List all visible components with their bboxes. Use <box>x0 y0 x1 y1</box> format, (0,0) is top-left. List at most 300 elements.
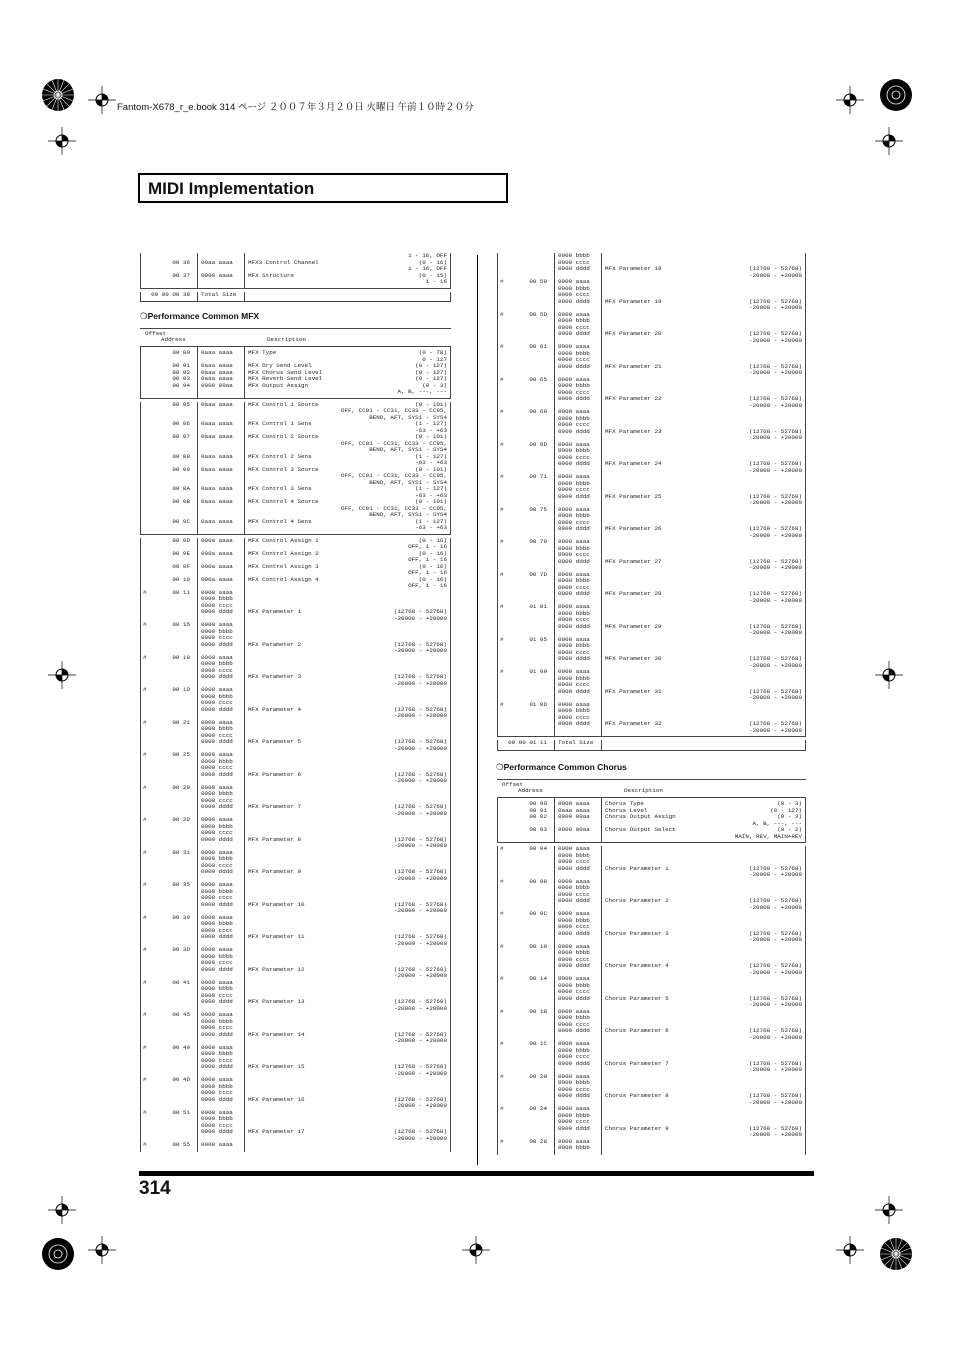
row-mark: # <box>500 942 504 950</box>
data-bits: 0000 aaaa <box>201 816 233 823</box>
data-bits: 0000 dddd <box>558 265 590 272</box>
value-range: (0 - 15) <box>418 271 447 279</box>
crosshair-mark-icon <box>48 661 76 689</box>
data-bits: 0000 cccc <box>558 955 590 963</box>
data-bits: 0000 aaaa <box>558 1105 590 1112</box>
data-bits: 000a aaaa <box>201 536 233 544</box>
parameter-description: MFX Dry Send Level <box>248 362 312 369</box>
crosshair-mark-icon <box>48 127 76 155</box>
data-bits: 0000 dddd <box>558 427 590 435</box>
data-bits: 0000 bbbb <box>201 725 233 732</box>
data-bits: 000a aaaa <box>201 549 233 557</box>
data-bits: 0000 aaaa <box>558 800 590 807</box>
table-row <box>497 834 806 841</box>
data-bits: 0aaa aaaa <box>201 349 233 356</box>
parameter-description: Chorus Output Assign <box>605 813 676 820</box>
row-mark: # <box>500 440 504 448</box>
parameter-description: MFX Control Assign 4 <box>248 575 319 583</box>
table-row <box>140 279 451 286</box>
data-bits: 0000 bbbb <box>558 949 590 956</box>
data-bits: 0aaa aaaa <box>201 362 233 369</box>
crosshair-mark-icon <box>875 661 903 689</box>
value-range: -20000 - +20000 <box>748 871 802 878</box>
value-range: -20000 - +20000 <box>393 614 447 622</box>
data-bits: 0000 aaaa <box>558 668 590 675</box>
value-range: -20000 - +20000 <box>748 564 802 571</box>
row-mark: # <box>500 1105 504 1112</box>
registration-mark-icon <box>879 1237 913 1271</box>
value-range: -20000 - +20000 <box>748 726 802 734</box>
data-bits: 0000 cccc <box>201 1121 233 1129</box>
offset-address: 00 45 <box>172 1011 190 1018</box>
data-bits: 0000 dddd <box>201 835 233 843</box>
data-bits: 0000 bbbb <box>558 851 590 859</box>
data-bits: 0000 dddd <box>558 590 590 597</box>
data-bits: 0000 bbbb <box>558 317 590 324</box>
data-bits: 0000 bbbb <box>558 674 590 682</box>
value-range: OFF, 1 - 16 <box>408 569 447 576</box>
data-bits: 0000 bbbb <box>558 479 590 487</box>
parameter-description: Chorus Parameter 9 <box>605 1124 669 1132</box>
row-mark: # <box>143 848 147 856</box>
data-bits: 0000 cccc <box>201 731 233 739</box>
data-bits: 0000 cccc <box>558 323 590 331</box>
offset-address: 00 0E <box>172 549 190 557</box>
offset-address: 00 61 <box>529 343 547 350</box>
data-bits: 0000 cccc <box>201 1089 233 1096</box>
table-header <box>140 328 451 347</box>
value-range: (12768 - 52768) <box>393 835 447 843</box>
data-bits: 0000 bbbb <box>558 1079 590 1086</box>
offset-address: 01 05 <box>529 635 547 643</box>
data-bits: 0000 aaaa <box>201 1076 233 1083</box>
offset-address: 00 10 <box>529 942 547 950</box>
row-mark: # <box>143 881 147 888</box>
offset-address: 00 00 01 11 <box>508 739 547 746</box>
row-mark: # <box>500 1040 504 1047</box>
value-range: BEND, AFT, SYS1 - SYS4 <box>369 446 447 453</box>
parameter-description: Chorus Parameter 1 <box>605 864 669 872</box>
data-bits: 0000 dddd <box>558 864 590 872</box>
data-bits: 0000 aaaa <box>558 942 590 950</box>
data-bits: 0000 bbbb <box>558 609 590 617</box>
parameter-description: MFX Parameter 16 <box>248 1095 305 1103</box>
crosshair-mark-icon <box>875 1196 903 1224</box>
value-range: (12768 - 52768) <box>393 608 447 615</box>
offset-address: 00 6D <box>529 440 547 448</box>
offset-address: 00 4D <box>172 1076 190 1083</box>
parameter-description: MFX Parameter 27 <box>605 557 662 565</box>
value-range: -20000 - +20000 <box>748 499 802 506</box>
value-range: -20000 - +20000 <box>748 434 802 441</box>
parameter-description: MFX Parameter 3 <box>248 673 302 680</box>
value-range: BEND, AFT, SYS1 - SYS4 <box>369 511 447 518</box>
table-row <box>140 1142 451 1149</box>
row-mark: # <box>500 668 504 675</box>
value-range: OFF, CC01 - CC31, CC33 - CC95, <box>340 472 447 479</box>
row-mark: # <box>500 570 504 578</box>
offset-address: 00 08 <box>529 877 547 885</box>
value-range: OFF, 1 - 16 <box>408 543 447 550</box>
value-range: -20000 - +20000 <box>393 842 447 849</box>
value-range: (12768 - 52768) <box>393 900 447 908</box>
data-bits: 0000 dddd <box>558 460 590 467</box>
offset-address: 00 28 <box>529 1137 547 1145</box>
data-bits: 0000 cccc <box>558 890 590 898</box>
offset-address: 00 1D <box>172 686 190 693</box>
offset-address: 00 29 <box>172 783 190 791</box>
data-bits: 0000 bbbb <box>201 595 233 602</box>
data-bits: 0000 dddd <box>201 900 233 908</box>
row-mark: # <box>143 718 147 726</box>
data-bits: 0aaa aaaa <box>558 806 590 814</box>
parameter-description: MFX Parameter 5 <box>248 738 302 745</box>
offset-address: 00 55 <box>172 1141 190 1148</box>
parameter-description: MFX Output Assign <box>248 381 309 389</box>
data-bits: 0000 cccc <box>201 1024 233 1031</box>
data-bits: 0000 bbbb <box>558 414 590 422</box>
data-bits: 0000 dddd <box>201 965 233 973</box>
parameter-description: MFX Control 2 Sens <box>248 452 312 460</box>
value-range: A, B, ---, --- <box>397 388 447 395</box>
row-mark: # <box>500 975 504 982</box>
value-range: (0 - 3) <box>777 813 802 820</box>
value-range: -20000 - +20000 <box>393 1102 447 1109</box>
parameter-description: MFX Parameter 4 <box>248 705 302 713</box>
value-range: -20000 - +20000 <box>393 874 447 882</box>
parameter-description: MFX Control 3 Source <box>248 465 319 473</box>
data-bits: 0000 aaaa <box>558 1072 590 1080</box>
row-mark: # <box>143 978 147 986</box>
page-number: 314 <box>139 1178 171 1199</box>
registration-mark-icon <box>41 1237 75 1271</box>
value-range: -20000 - +20000 <box>748 1098 802 1106</box>
value-range: (12768 - 52768) <box>393 965 447 973</box>
value-range: -20000 - +20000 <box>393 1134 447 1142</box>
parameter-description: MFX Parameter 23 <box>605 427 662 435</box>
data-bits: 0aaa aaaa <box>201 465 233 473</box>
data-bits: 0000 dddd <box>558 330 590 337</box>
data-bits: 0000 bbbb <box>558 544 590 552</box>
parameter-description: MFX3 Control Channel <box>248 258 319 266</box>
row-mark: # <box>500 375 504 383</box>
data-bits: 0000 dddd <box>558 655 590 662</box>
row-mark: # <box>500 278 504 285</box>
data-bits: 0000 bbbb <box>558 447 590 454</box>
data-bits: 0000 aaaa <box>201 881 233 888</box>
data-bits: 0000 bbbb <box>201 1017 233 1025</box>
parameter-description: MFX Parameter 32 <box>605 720 662 727</box>
data-bits: 0000 aaaa <box>558 538 590 545</box>
parameter-description: MFX Reverb Send Level <box>248 375 323 382</box>
value-range: (0 - 127) <box>770 806 802 814</box>
value-range: -20000 - +20000 <box>748 304 802 311</box>
data-bits: 0000 dddd <box>558 622 590 630</box>
data-bits: 0000 dddd <box>558 929 590 937</box>
value-range: (12768 - 52768) <box>393 933 447 940</box>
value-range: (12768 - 52768) <box>393 640 447 648</box>
value-range: -20000 - +20000 <box>393 809 447 817</box>
data-bits: 0000 cccc <box>558 518 590 526</box>
data-bits: 0000 cccc <box>201 634 233 641</box>
parameter-description: MFX Parameter 19 <box>605 297 662 305</box>
parameter-description: Chorus Parameter 7 <box>605 1059 669 1067</box>
value-range: -20000 - +20000 <box>748 596 802 604</box>
data-bits: 0000 bbbb <box>558 707 590 714</box>
offset-address: 00 02 <box>529 813 547 820</box>
data-bits: 0000 bbbb <box>558 981 590 989</box>
value-range: (0 - 16) <box>418 549 447 557</box>
value-range: (12768 - 52768) <box>393 673 447 680</box>
offset-address: 00 0C <box>529 910 547 917</box>
value-range: (1 - 127) <box>415 517 447 525</box>
value-range: -63 - +63 <box>415 491 447 499</box>
data-bits: 0000 bbbb <box>201 952 233 960</box>
row-mark: # <box>143 783 147 791</box>
offset-address: 00 06 <box>172 420 190 427</box>
data-bits: 0000 00aa <box>558 826 590 833</box>
crosshair-mark-icon <box>48 1196 76 1224</box>
offset-address: 00 00 <box>172 349 190 356</box>
file-info-header: Fantom-X678_r_e.book 314 ページ ２００７年３月２０日 火曜日 午前１０時２０分 <box>117 102 474 113</box>
value-range: (0 - 78) <box>418 349 447 356</box>
parameter-description: MFX Control Assign 3 <box>248 562 319 570</box>
value-range: OFF, CC01 - CC31, CC33 - CC95, <box>340 439 447 447</box>
value-range: (12768 - 52768) <box>393 705 447 713</box>
data-bits: 0000 dddd <box>558 1059 590 1067</box>
section-title: Performance Common Chorus <box>503 762 627 772</box>
row-mark: # <box>143 686 147 693</box>
data-bits: 0000 cccc <box>201 699 233 706</box>
data-bits: 0000 aaaa <box>201 1043 233 1051</box>
offset-address: 00 09 <box>172 465 190 473</box>
section-title: Performance Common MFX <box>147 311 260 321</box>
data-bits: 0000 dddd <box>558 897 590 904</box>
parameter-description: MFX Parameter 12 <box>248 965 305 973</box>
value-range: (0 - 127) <box>415 368 447 376</box>
data-bits: 0000 aaaa <box>201 621 233 628</box>
offset-address: 00 03 <box>529 826 547 833</box>
row-mark: # <box>143 1141 147 1148</box>
data-bits: 0000 dddd <box>558 557 590 565</box>
offset-address: 00 36 <box>172 258 190 266</box>
row-mark: # <box>143 751 147 758</box>
offset-address: 00 03 <box>172 375 190 382</box>
value-range: (0 - 127) <box>415 362 447 369</box>
value-range: (12768 - 52768) <box>748 864 802 872</box>
value-range: (12768 - 52768) <box>748 897 802 904</box>
header-offset: Offset <box>145 330 167 337</box>
data-bits: 0000 aaaa <box>558 845 590 852</box>
data-bits: 0000 bbbb <box>201 887 233 895</box>
value-range: (0 - 3) <box>422 381 447 389</box>
data-bits: 00aa aaaa <box>201 258 233 266</box>
parameter-description: Chorus Output Select <box>605 826 676 833</box>
table-bottom-border <box>140 301 451 302</box>
data-bits: 0000 aaaa <box>558 408 590 415</box>
value-range: (12768 - 52768) <box>748 929 802 937</box>
parameter-description: MFX Chorus Send Level <box>248 368 323 376</box>
offset-address: 00 24 <box>529 1105 547 1112</box>
value-range: -20000 - +20000 <box>748 1131 802 1138</box>
parameter-description: MFX Parameter 30 <box>605 655 662 662</box>
data-bits: 0000 cccc <box>201 829 233 836</box>
row-mark: # <box>500 538 504 545</box>
data-bits: 0000 cccc <box>201 959 233 966</box>
data-bits: 0000 dddd <box>201 608 233 615</box>
row-mark: # <box>500 1072 504 1080</box>
value-range: (0 - 16) <box>418 536 447 544</box>
parameter-description: Chorus Level <box>605 806 648 814</box>
row-mark: # <box>500 343 504 350</box>
data-bits: 0000 aaaa <box>558 975 590 982</box>
table-row <box>140 525 451 532</box>
data-bits: 0000 cccc <box>558 258 590 266</box>
parameter-description: MFX Parameter 9 <box>248 868 302 875</box>
parameter-description: MFX Parameter 17 <box>248 1128 305 1135</box>
offset-address: 00 75 <box>529 505 547 513</box>
value-range: (0 - 101) <box>415 465 447 473</box>
offset-address: 00 01 <box>172 362 190 369</box>
value-range: (12768 - 52768) <box>748 962 802 969</box>
data-bits: 0000 cccc <box>558 648 590 656</box>
offset-address: 00 00 00 38 <box>151 290 190 298</box>
value-range: (12768 - 52768) <box>748 460 802 467</box>
parameter-description: MFX Control 4 Sens <box>248 517 312 525</box>
data-bits: 0000 cccc <box>201 601 233 609</box>
data-bits: 0000 aaaa <box>558 473 590 480</box>
value-range: 1 - 16 <box>425 278 447 285</box>
row-mark: # <box>500 603 504 610</box>
data-bits: 0000 aaaa <box>201 913 233 921</box>
offset-address: 00 65 <box>529 375 547 383</box>
section-heading-mfx: ❍Performance Common MFX <box>140 311 260 321</box>
value-range: BEND, AFT, SYS1 - SYS4 <box>369 413 447 421</box>
data-bits: 0000 aaaa <box>201 946 233 953</box>
row-mark: # <box>143 913 147 921</box>
value-range: -63 - +63 <box>415 426 447 434</box>
offset-address: 00 49 <box>172 1043 190 1051</box>
parameter-description: MFX Control 4 Source <box>248 498 319 505</box>
parameter-description: MFX Parameter 14 <box>248 1030 305 1038</box>
data-bits: 0000 bbbb <box>201 822 233 830</box>
data-bits: 0000 bbbb <box>558 1111 590 1119</box>
value-range: BEND, AFT, SYS1 - SYS4 <box>369 478 447 486</box>
section-heading-chorus: ❍Performance Common Chorus <box>496 762 627 772</box>
data-bits: 0000 aaaa <box>558 1137 590 1145</box>
value-range: -20000 - +20000 <box>748 531 802 539</box>
data-bits: 0000 dddd <box>558 1124 590 1132</box>
value-range: -20000 - +20000 <box>393 744 447 752</box>
row-mark: # <box>143 1108 147 1116</box>
parameter-description: MFX Control Assign 1 <box>248 536 319 544</box>
parameter-description: MFX Parameter 26 <box>605 525 662 532</box>
data-bits: Total Size <box>558 739 594 746</box>
data-bits: 0000 cccc <box>558 486 590 493</box>
row-mark: # <box>500 635 504 643</box>
registration-mark-icon <box>879 78 913 112</box>
offset-address: 00 07 <box>172 433 190 440</box>
chorus-parameter-table <box>497 779 806 1155</box>
value-range: (12768 - 52768) <box>393 1128 447 1135</box>
parameter-description: Chorus Parameter 3 <box>605 929 669 937</box>
value-range: -20000 - +20000 <box>748 694 802 701</box>
registration-mark-icon <box>41 78 75 112</box>
value-range: (0 - 101) <box>415 433 447 440</box>
value-range: (0 - 2) <box>777 826 802 833</box>
offset-address: 01 01 <box>529 603 547 610</box>
data-bits: 0000 bbbb <box>201 790 233 797</box>
data-bits: 0000 dddd <box>558 994 590 1002</box>
value-range: -20000 - +20000 <box>748 629 802 636</box>
data-bits: 0000 cccc <box>558 858 590 865</box>
value-range: (12768 - 52768) <box>748 994 802 1002</box>
row-mark: # <box>143 621 147 628</box>
data-bits: 0000 aaaa <box>558 440 590 448</box>
data-bits: 0000 bbbb <box>558 916 590 924</box>
data-bits: 0000 aaaa <box>558 700 590 708</box>
data-bits: 0000 aaaa <box>558 910 590 917</box>
value-range: (12768 - 52768) <box>393 738 447 745</box>
crosshair-mark-icon <box>836 86 864 114</box>
value-range: (12768 - 52768) <box>393 1030 447 1038</box>
offset-address: 00 11 <box>172 588 190 596</box>
data-bits: 0000 aaaa <box>201 978 233 986</box>
value-range: (12768 - 52768) <box>393 998 447 1005</box>
data-bits: 0000 bbbb <box>558 382 590 389</box>
parameter-description: Chorus Type <box>605 800 644 807</box>
offset-address: 00 71 <box>529 473 547 480</box>
data-bits: 0000 dddd <box>201 1095 233 1103</box>
parameter-description: Chorus Parameter 8 <box>605 1092 669 1099</box>
header-address: Address <box>518 787 543 794</box>
data-bits: 0000 aaaa <box>558 635 590 643</box>
data-bits: 0000 dddd <box>201 738 233 745</box>
data-bits: 0000 dddd <box>558 687 590 695</box>
continuation-table <box>140 253 451 302</box>
data-bits: 0000 aaaa <box>558 278 590 285</box>
parameter-description: MFX Control Assign 2 <box>248 549 319 557</box>
crosshair-mark-icon <box>88 1236 116 1264</box>
row-mark: # <box>500 1137 504 1145</box>
data-bits: 0000 bbbb <box>201 692 233 700</box>
row-mark: # <box>500 473 504 480</box>
header-description: Description <box>267 336 306 343</box>
data-bits: 0000 bbbb <box>558 349 590 357</box>
value-range: MAIN, REV, MAIN+REV <box>734 832 802 840</box>
data-bits: 0000 bbbb <box>201 920 233 927</box>
data-bits: 0000 aaaa <box>558 603 590 610</box>
value-range: -63 - +63 <box>415 459 447 466</box>
value-range: (0 - 16) <box>418 562 447 570</box>
parameter-description: MFX Structure <box>248 271 294 279</box>
data-bits: 0000 cccc <box>558 988 590 995</box>
value-range: OFF, 1 - 16 <box>408 556 447 563</box>
value-range: -63 - +63 <box>415 524 447 531</box>
data-bits: 0000 cccc <box>201 666 233 674</box>
data-bits: 0000 aaaa <box>201 686 233 693</box>
data-bits: 0000 bbbb <box>201 1115 233 1122</box>
value-range: (12768 - 52768) <box>748 427 802 435</box>
crosshair-mark-icon <box>462 1236 490 1264</box>
value-range: OFF, 1 - 16 <box>408 582 447 589</box>
value-range: -20000 - +20000 <box>748 336 802 344</box>
row-mark: # <box>143 588 147 596</box>
data-bits: 0000 aaaa <box>558 570 590 578</box>
data-bits: 0000 bbbb <box>201 627 233 635</box>
parameter-description: MFX Parameter 25 <box>605 492 662 500</box>
mfx-parameter-table-continued <box>497 253 806 751</box>
